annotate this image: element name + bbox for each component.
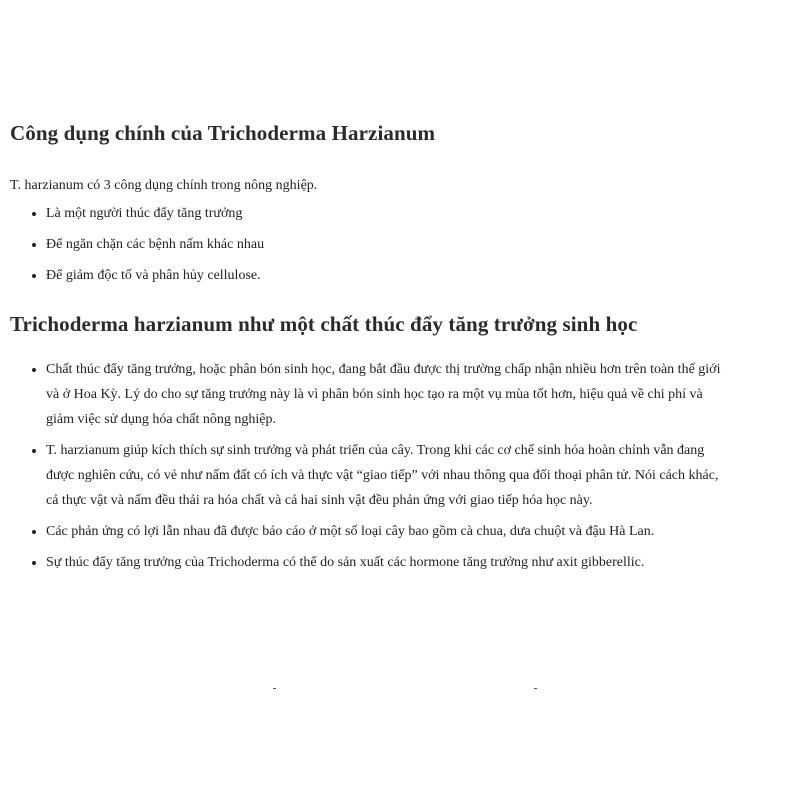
list-item: • Để ngăn chặn các bệnh nấm khác nhau — [46, 232, 730, 257]
list-item: • Để giảm độc tố và phân hủy cellulose. — [46, 263, 730, 288]
section-heading-main-uses: Công dụng chính của Trichoderma Harzianum — [10, 121, 436, 145]
divider-mark — [273, 688, 276, 689]
intro-paragraph: T. harzianum có 3 công dụng chính trong nông nghiệp. — [10, 178, 318, 193]
list-item: • Chất thúc đẩy tăng trưởng, hoặc phân bón sinh học, đang bắt đầu được thị trường chấp nhận nhiều hơn trên toàn thế giới và ở Hoa Kỳ. Lý do cho sự tăng trưởng này là vì phân bón sinh học tạo ra một vụ mùa tốt hơn, hiệu quả về chi phí và giảm việc sử dụng hóa chất nông nghiệp. — [46, 357, 730, 432]
list-item: • Sự thúc đẩy tăng trưởng của Trichoderma có thể do sản xuất các hormone tăng trưởng như axit gibberellic. — [46, 550, 730, 575]
article-content — [10, 118, 730, 581]
uses-list — [10, 201, 730, 288]
list-item: • Các phản ứng có lợi lẫn nhau đã được báo cáo ở một số loại cây bao gồm cà chua, dưa chuột và đậu Hà Lan. — [46, 519, 730, 544]
list-item: • Là một người thúc đẩy tăng trưởng — [46, 201, 730, 226]
growth-points-list — [10, 357, 730, 575]
list-item: • T. harzianum giúp kích thích sự sinh trưởng và phát triển của cây. Trong khi các cơ chế sinh hóa hoàn chỉnh vẫn đang được nghiên cứu, có vẻ như nấm đất có ích và thực vật “giao tiếp” với nhau thông qua đối thoại phân tử. Nói cách khác, cả thực vật và nấm đều thải ra hóa chất và cả hai sinh vật đều phản ứng với giao tiếp hóa học này. — [46, 438, 730, 513]
section-heading-growth-promoter: Trichoderma harzianum như một chất thúc đẩy tăng trưởng sinh học — [10, 312, 638, 336]
divider-mark — [534, 688, 537, 689]
